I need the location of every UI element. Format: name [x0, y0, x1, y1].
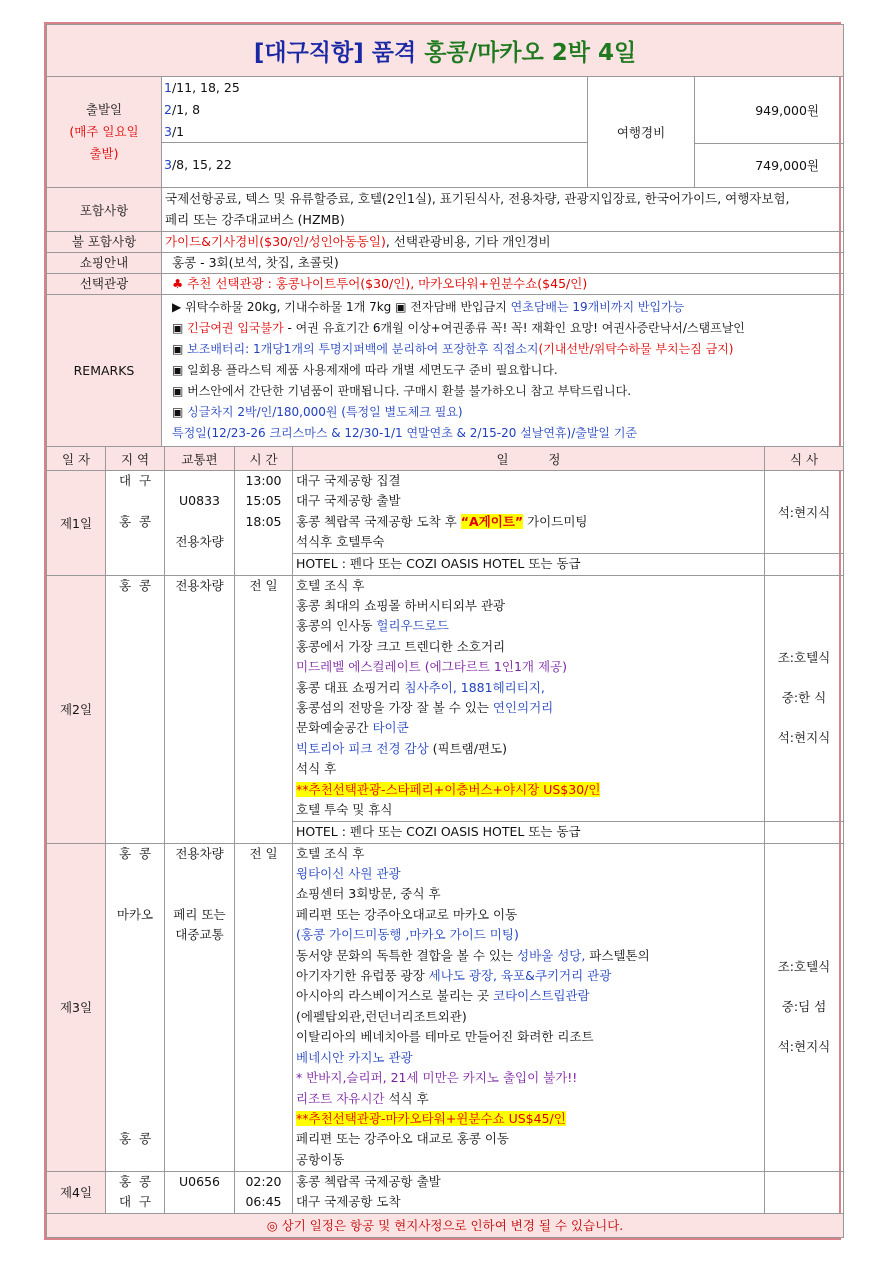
option-label: 선택관광	[47, 274, 162, 295]
day2-time: 전 일	[235, 575, 293, 843]
day2-hotel: HOTEL : 펜다 또는 COZI OASIS HOTEL 또는 동급	[293, 821, 765, 843]
day4-label: 제4일	[47, 1171, 106, 1213]
itinerary-sheet	[44, 22, 841, 1240]
option-text: ♣ 추천 선택관광 : 홍콩나이트투어($30/인), 마카오타워+윈분수쇼($45/인)	[162, 274, 844, 295]
departure-label-cell: 출발일 (매주 일요일 출발)	[47, 77, 162, 188]
day2-row	[47, 575, 844, 821]
col-region: 지 역	[106, 447, 165, 471]
footer-notice: ◎ 상기 일정은 항공 및 현지사정으로 인하여 변경 될 수 있습니다.	[47, 1213, 844, 1237]
departure-dates	[162, 77, 588, 188]
day2-transport: 전용차량	[165, 575, 235, 843]
day4-plan: 홍콩 첵랍콕 국제공항 출발 대구 국제공항 도착	[293, 1171, 765, 1213]
day3-meal: 조:호텔식 중:딤 섬 석:현지식	[765, 843, 844, 1171]
schedule-table	[46, 446, 844, 1238]
date-row-1: 1/11, 18, 25	[164, 80, 240, 95]
include-text: 국제선항공료, 텍스 및 유류할증료, 호텔(2인1실), 표기된식사, 전용차량, 관광지입장료, 한국어가이드, 여행자보험, 페리 또는 강주대교버스 (HZMB)	[162, 188, 844, 232]
day1-row	[47, 471, 844, 554]
day2-meal: 조:호텔식 중:한 식 석:현지식	[765, 575, 844, 821]
day2-label: 제2일	[47, 575, 106, 843]
col-transport: 교통편	[165, 447, 235, 471]
price-1: 949,000원	[695, 77, 844, 144]
remarks-text: ▶ 위탁수하물 20kg, 기내수하물 1개 7kg ▣ 전자담배 반입금지 연초담배는 19개비까지 반입가능 ▣ 긴급여권 입국불가 - 여권 유효기간 6개월 이상+여권종류 꼭! 꼭! 재확인 요망! 여권사증란낙서/스탬프날인 ▣ 보조배터리: 1개당1개의 투명지퍼백에 분리하여 포장한후 직접소지(기내선반/위탁수하물 부치는짐 금지) ▣ 일회용 플라스틱 제품 사용제재에 따라 개별 세면도구 준비 필요합니다. ▣ 버스안에서 간단한 기념품이 판매됩니다. 구매시 환불 불가하오니 참고 부탁드립니다. ▣ 싱글차지 2박/인/180,000원 (특정일 별도체크 필요) 특정일(12/23-26 크리스마스 & 12/30-1/1 연말연초 & 2/15-20 설날연휴)/출발일 기준	[162, 295, 844, 447]
day4-time: 02:20 06:45	[235, 1171, 293, 1213]
club-icon: ♣	[172, 276, 184, 291]
include-label: 포함사항	[47, 188, 162, 232]
day4-row	[47, 1171, 844, 1213]
col-plan: 일 정	[293, 447, 765, 471]
date-row-2: 2/1, 8	[164, 102, 201, 117]
day4-meal	[765, 1171, 844, 1213]
page-title: [대구직항] 품격 홍콩/마카오 2박 4일	[47, 25, 844, 77]
col-time: 시 간	[235, 447, 293, 471]
exclude-text: 가이드&기사경비($30/인/성인아동동일), 선택관광비용, 기타 개인경비	[162, 232, 844, 253]
day1-region: 대 구 홍 콩	[106, 471, 165, 576]
day3-transport: 전용차량 페리 또는 대중교통	[165, 843, 235, 1171]
date-row-4: 3/8, 15, 22	[164, 157, 232, 172]
day1-time: 13:00 15:05 18:05	[235, 471, 293, 576]
remarks-label: REMARKS	[47, 295, 162, 447]
day1-transport: U0833 전용차량	[165, 471, 235, 576]
shopping-text: 홍콩 - 3회(보석, 찻집, 초콜릿)	[162, 253, 844, 274]
col-day: 일 자	[47, 447, 106, 471]
day2-region: 홍 콩	[106, 575, 165, 843]
day3-label: 제3일	[47, 843, 106, 1171]
day2-plan: 호텔 조식 후 홍콩 최대의 쇼핑몰 하버시티외부 관광 홍콩의 인사동 헐리우드로드 홍콩에서 가장 크고 트렌디한 소호거리 미드레벨 에스컬레이트 (에그타르트 1인1개 제공) 홍콩 대표 쇼핑거리 침사추이, 1881헤리티지, 홍콩섬의 전망을 가장 잘 볼 수 있는 연인의거리 문화예술공간 타이쿤 빅토리아 피크 전경 감상 (픽트램/편도) 석식 후 **추천선택관광-스타페리+이층버스+야시장 US$30/인 호텔 투숙 및 휴식	[293, 575, 765, 821]
day3-time: 전 일	[235, 843, 293, 1171]
day1-meal: 석:현지식	[765, 471, 844, 554]
exclude-label: 불 포함사항	[47, 232, 162, 253]
day3-region: 홍 콩 마카오 홍 콩	[106, 843, 165, 1171]
day1-hotel: HOTEL : 펜다 또는 COZI OASIS HOTEL 또는 동급	[293, 553, 765, 575]
day1-plan: 대구 국제공항 집결 대구 국제공항 출발 홍콩 첵랍콕 국제공항 도착 후 “A게이트” 가이드미팅 석식후 호텔투숙	[293, 471, 765, 554]
day3-plan: 호텔 조식 후 윙타이신 사원 관광 쇼핑센터 3회방문, 중식 후 페리편 또는 강주아오대교로 마카오 이동 (홍콩 가이드미동행 ,마카오 가이드 미팅) 동서양 문화의 독특한 결합을 볼 수 있는 성바울 성당, 파스텔톤의 아기자기한 유럽풍 광장 세나도 광장, 육포&쿠키거리 관광 아시아의 라스베이거스로 불리는 곳 코타이스트립관람 (에펠탑외관,런던너리조트외관) 이탈리아의 베네치아를 테마로 만들어진 화려한 리조트 베네시안 카지노 관광 * 반바지,슬리퍼, 21세 미만은 카지노 출입이 불가!! 리조트 자유시간 석식 후 **추천선택관광-마카오타워+윈분수쇼 US$45/인 페리편 또는 강주아오 대교로 홍콩 이동 공항이동	[293, 843, 765, 1171]
date-row-3: 3/1	[162, 121, 587, 143]
shopping-label: 쇼핑안내	[47, 253, 162, 274]
day3-row	[47, 843, 844, 1171]
price-label: 여행경비	[588, 77, 695, 188]
day4-transport: U0656	[165, 1171, 235, 1213]
price-2: 749,000원	[695, 143, 844, 187]
day4-region: 홍 콩 대 구	[106, 1171, 165, 1213]
col-meal: 식 사	[765, 447, 844, 471]
day1-label: 제1일	[47, 471, 106, 576]
header-table	[46, 24, 844, 447]
